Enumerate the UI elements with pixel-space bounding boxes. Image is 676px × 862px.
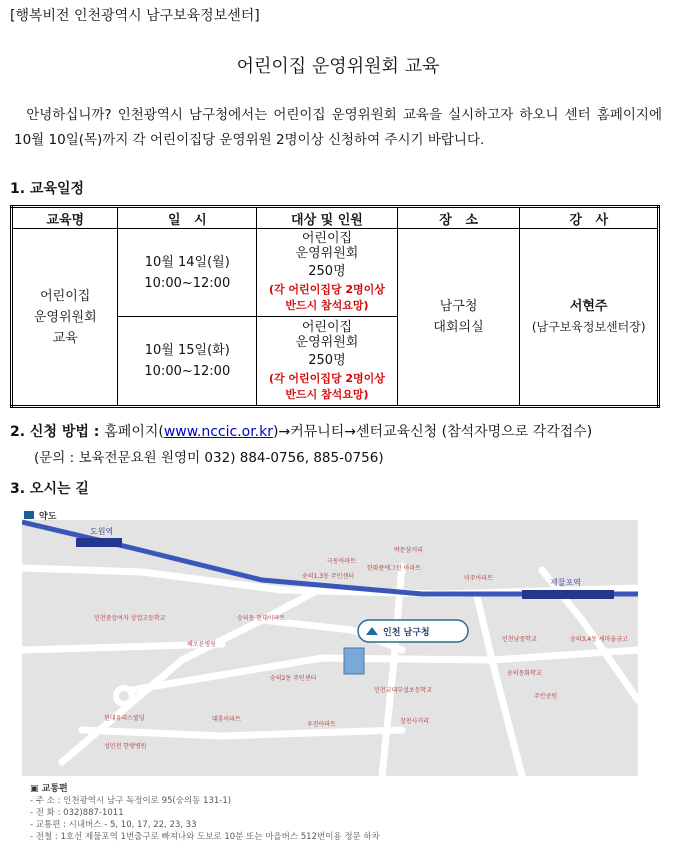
lecturer-name: 서현주 xyxy=(569,299,608,314)
section-directions-heading: 3. 오시는 길 xyxy=(10,481,89,497)
map-label: 장천사거리 xyxy=(400,718,429,725)
apply-text-pre: 홈페이지( xyxy=(104,424,164,440)
map-label: 숭의3,4동 새마을금고 xyxy=(570,636,628,643)
map-info-line: - 전 화 : 032)887-1011 xyxy=(30,808,124,818)
lecturer-cell xyxy=(520,229,659,407)
place-cell xyxy=(397,229,520,407)
main-location-label: 인천 남구청 xyxy=(383,628,430,638)
target-line: 운영위원회 xyxy=(295,334,359,350)
header-datetime: 일 시 xyxy=(118,207,257,229)
map-label: 극동아파트 xyxy=(327,558,356,565)
target-line: 어린이집 xyxy=(301,231,353,247)
target-line: 운영위원회 xyxy=(295,246,359,262)
session-1-datetime xyxy=(118,229,257,317)
map-label: 우진아파트 xyxy=(307,721,336,728)
session-time: 10:00~12:00 xyxy=(144,364,231,380)
header-lecturer: 강 사 xyxy=(520,207,659,229)
map-info-line: - 전철 : 1호선 제물포역 1번출구로 빠져나와 도보로 10분 또는 마을버스 512번이용 정문 하차 xyxy=(30,832,380,842)
map-info-line: - 교통편 : 시내버스 - 5, 10, 17, 22, 23, 33 xyxy=(30,820,197,830)
location-map xyxy=(22,510,638,776)
header-target: 대상 및 인원 xyxy=(257,207,398,229)
apply-text-post: )→커뮤니티→센터교육신청 (참석자명으로 각각접수) xyxy=(273,424,593,440)
session-date: 10월 14일(월) xyxy=(144,254,230,270)
map-label: 인천중앙여자 상업고등학교 xyxy=(94,615,166,622)
map-label: 대흥아파트 xyxy=(212,716,241,723)
contact-info: (문의 : 보육전문요원 원영미 032) 884-0756, 885-0756) xyxy=(34,450,384,466)
map-label: 숭의동 현대아파트 xyxy=(237,615,286,622)
map-label: 인천교대부설초등학교 xyxy=(374,687,432,694)
homepage-link[interactable]: www.nccic.or.kr xyxy=(163,424,273,440)
target-count: 250명 xyxy=(308,352,346,368)
target-line: 어린이집 xyxy=(301,319,353,335)
schedule-table xyxy=(10,205,660,408)
attendance-note: (각 어린이집당 2명이상 xyxy=(268,371,385,385)
station-jemulpo-marker xyxy=(522,590,614,599)
map-header: 약도 xyxy=(39,512,57,522)
place-line: 남구청 xyxy=(439,299,478,314)
header-place: 장 소 xyxy=(397,207,520,229)
lecturer-org: (남구보육정보센터장) xyxy=(531,320,646,334)
section-schedule-heading: 1. 교육일정 xyxy=(10,181,85,197)
station-jemulpo: 제물포역 xyxy=(550,578,581,587)
attendance-note: 반드시 참석요망) xyxy=(285,387,369,401)
header-tag: [행복비전 인천광역시 남구보육정보센터] xyxy=(10,8,260,24)
course-line: 어린이집 xyxy=(40,288,91,304)
target-count: 250명 xyxy=(308,264,346,280)
map-label: 한화풍에그린 아파트 xyxy=(367,565,422,572)
header-course: 교육명 xyxy=(12,207,118,229)
page-title: 어린이집 운영위원회 교육 xyxy=(236,56,440,77)
map-label: 미주아파트 xyxy=(464,575,493,582)
map-label: 박문삼거리 xyxy=(394,547,423,554)
map-label: 인천남중학교 xyxy=(502,636,537,643)
course-line: 운영위원회 xyxy=(33,309,97,325)
station-dowon: 도원역 xyxy=(90,527,114,536)
map-label: 주안공원 xyxy=(534,693,558,700)
map-label: 숭의동화학교 xyxy=(507,670,542,677)
place-line: 대회의실 xyxy=(433,320,484,335)
section-apply-heading xyxy=(10,421,592,441)
table-row xyxy=(12,229,659,317)
building-icon xyxy=(344,648,364,674)
map-label: 숭의2동 주민센터 xyxy=(270,675,317,682)
table-header-row xyxy=(12,207,659,229)
attendance-note: (각 어린이집당 2명이상 xyxy=(268,283,385,297)
map-label: 성민전 한방병원 xyxy=(104,743,147,750)
session-date: 10월 15일(화) xyxy=(144,343,230,359)
apply-label: 2. 신청 방법 : xyxy=(10,424,100,440)
session-time: 10:00~12:00 xyxy=(144,275,231,291)
map-info-header-text: 교통편 xyxy=(41,784,68,794)
map-label: 혜오른병원 xyxy=(187,641,216,648)
map-label: 숭의1,3동 주민센터 xyxy=(302,573,355,580)
map-info xyxy=(30,783,380,843)
course-line: 교육 xyxy=(52,330,78,346)
attendance-note: 반드시 참석요망) xyxy=(285,299,369,313)
session-2-datetime xyxy=(118,317,257,407)
course-name-cell xyxy=(12,229,118,407)
station-dowon-marker xyxy=(76,538,122,547)
map-header-marker xyxy=(24,511,34,519)
map-label: 현대유리스빌딩 xyxy=(104,715,145,722)
map-info-header: ▣ 교통편 xyxy=(30,784,68,794)
map-info-line: - 주 소 : 인천광역시 남구 독정이로 95(숭의동 131-1) xyxy=(30,796,232,806)
intro-paragraph: 안녕하십니까? 인천광역시 남구청에서는 어린이집 운영위원회 교육을 실시하고자 하오니 센터 홈페이지에 10월 10일(목)까지 각 어린이집당 운영위원 2명이상 신청하여 주시기 바랍니다. xyxy=(14,107,662,148)
session-1-target xyxy=(257,229,398,317)
roundabout-center xyxy=(119,691,129,701)
session-2-target xyxy=(257,317,398,407)
